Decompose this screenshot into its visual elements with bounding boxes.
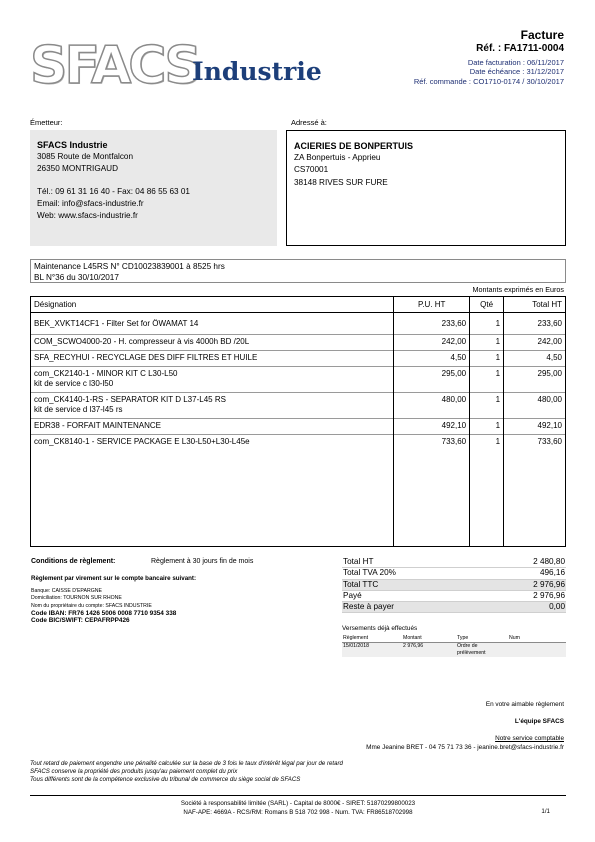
col-designation: Désignation: [31, 297, 394, 313]
payments-header-row: [342, 635, 566, 642]
bank-iban: Code IBAN: FR76 1426 5006 0008 7710 9354 338: [31, 609, 177, 617]
totals-table: [342, 557, 566, 613]
recipient-name: ACIERIES DE BONPERTUIS: [294, 141, 414, 151]
footer: [30, 799, 566, 817]
row-total: 733,60: [504, 435, 566, 547]
table-row: [31, 393, 566, 419]
row-unit-price: 295,00: [394, 367, 470, 393]
col-total: Total HT: [504, 297, 566, 313]
row-designation-title: com_CK2140-1 - MINOR KIT C L30-L50: [34, 369, 178, 378]
row-designation-detail: kit de service d l37-l45 rs: [34, 405, 123, 414]
totals-label: Reste à payer: [342, 602, 481, 613]
emitter-address1: 3085 Route de Montfalcon: [37, 152, 134, 162]
row-total: 295,00: [504, 367, 566, 393]
legal-notice: [30, 760, 343, 785]
note-line1: Maintenance L45RS N° CD10023839001 à 8525 hrs: [34, 262, 225, 271]
table-row: [31, 435, 566, 547]
totals-value: 0,00: [481, 602, 566, 613]
totals-value: 2 480,80: [481, 557, 566, 568]
footer-line1: Société à responsabilité limitée (SARL) - Capital de 8000€ - SIRET: 51870299800023: [180, 800, 416, 807]
emitter-phone: Tél.: 09 61 31 16 40 - Fax: 04 86 55 63 01: [37, 186, 190, 196]
bank-account-owner: Nom du propriétaire du compte: SFACS INDUSTRIE: [31, 602, 152, 609]
payment-date: 15/01/2018: [342, 642, 402, 657]
col-unit-price: P.U. HT: [394, 297, 470, 313]
row-designation: [31, 367, 394, 393]
logo-main-text: SFACS: [30, 36, 199, 96]
bank-name: Banque: CAISSE D'EPARGNE: [31, 588, 102, 594]
accounting-contact: Mme Jeanine BRET - 04 75 71 73 36 - jeanine.bret@sfacs-industrie.fr: [366, 744, 564, 751]
totals-row: [342, 579, 566, 590]
row-designation: BEK_XVKT14CF1 - Filter Set for ÖWAMAT 14: [31, 313, 394, 335]
emitter-label: Émetteur:: [30, 118, 63, 127]
row-unit-price: 4,50: [394, 351, 470, 367]
row-unit-price: 492,10: [394, 419, 470, 435]
col-quantity: Qté: [470, 297, 504, 313]
legal-line3: Tous différents sont de la compétence exclusive du tribunal de commerce du siège social de SFACS: [30, 776, 301, 784]
table-row: [31, 367, 566, 393]
row-designation: EDR38 - FORFAIT MAINTENANCE: [31, 419, 394, 435]
col-type: Type: [456, 635, 508, 642]
totals-value: 2 976,96: [481, 590, 566, 601]
row-quantity: 1: [470, 351, 504, 367]
emitter-name: SFACS Industrie: [37, 140, 108, 150]
totals-value: 2 976,96: [481, 579, 566, 590]
footer-line2: NAF-APE: 4669A - RCS/RM: Romans B 518 702 998 - Num. TVA: FR86518702998: [183, 809, 413, 816]
row-quantity: 1: [470, 335, 504, 351]
legal-line1: Tout retard de paiement engendre une pénalité calculée sur la base de 3 fois le taux d'intérêt légal par jour de retard: [30, 760, 343, 767]
recipient-line1: ZA Bonpertuis - Apprieu: [294, 153, 381, 163]
payment-terms-label: Conditions de règlement:: [31, 558, 116, 565]
row-total: 480,00: [504, 393, 566, 419]
row-quantity: 1: [470, 367, 504, 393]
col-reglement: Règlement: [342, 635, 402, 642]
row-unit-price: 480,00: [394, 393, 470, 419]
bank-bic: Code BIC/SWIFT: CEPAFRPP426: [31, 617, 130, 625]
totals-label: Total HT: [342, 557, 481, 568]
col-montant: Montant: [402, 635, 456, 642]
invoice-lines-table: [30, 296, 566, 547]
payments-made-table: [342, 635, 566, 657]
bank-transfer-heading: Règlement par virement sur le compte bancaire suivant:: [31, 575, 197, 582]
invoice-date: Date facturation : 06/11/2017: [467, 58, 564, 67]
payments-made-title: Versements déjà effectués: [342, 625, 418, 632]
row-unit-price: 233,60: [394, 313, 470, 335]
table-row: [31, 351, 566, 367]
col-num: Num: [508, 635, 566, 642]
table-row: [31, 313, 566, 335]
row-designation-title: com_CK4140-1-RS - SEPARATOR KIT D L37-L45 RS: [34, 395, 226, 404]
logo-sub-text: Industrie: [192, 57, 322, 86]
currency-note: Montants exprimés en Euros: [472, 285, 564, 294]
table-row: [31, 335, 566, 351]
row-unit-price: 733,60: [394, 435, 470, 547]
closing-team: L'équipe SFACS: [514, 718, 564, 725]
totals-row: [342, 590, 566, 601]
recipient-line3: 38148 RIVES SUR FURE: [294, 177, 388, 187]
emitter-email: Email: info@sfacs-industrie.fr: [37, 198, 144, 208]
row-quantity: 1: [470, 393, 504, 419]
table-header-row: [31, 297, 566, 313]
emitter-box: [30, 130, 277, 246]
row-designation: COM_SCWO4000-20 - H. compresseur à vis 4000h BD /20L: [31, 335, 394, 351]
row-total: 4,50: [504, 351, 566, 367]
bank-details: [31, 588, 176, 624]
row-unit-price: 242,00: [394, 335, 470, 351]
row-designation: com_CK8140-1 - SERVICE PACKAGE E L30-L50+L30-L45e: [31, 435, 394, 547]
order-reference: Réf. commande : CO1710-0174 / 30/10/2017: [413, 77, 564, 86]
company-logo: [30, 36, 322, 96]
totals-row: [342, 602, 566, 613]
payment-terms-value: Règlement à 30 jours fin de mois: [151, 558, 254, 565]
note-line2: BL N°36 du 30/10/2017: [34, 273, 119, 282]
row-quantity: 1: [470, 313, 504, 335]
totals-row: [342, 568, 566, 579]
note-box: [30, 259, 566, 283]
payment-num: [508, 642, 566, 657]
legal-line2: SFACS conserve la propriété des produits jusqu'au paiement complet du prix: [30, 768, 238, 776]
row-designation: [31, 393, 394, 419]
emitter-website: Web: www.sfacs-industrie.fr: [37, 211, 138, 221]
totals-label: Total TTC: [342, 579, 481, 590]
due-date: Date échéance : 31/12/2017: [469, 67, 564, 76]
row-designation: SFA_RECYHUI - RECYCLAGE DES DIFF FILTRES ET HUILE: [31, 351, 394, 367]
document-title: Facture: [520, 28, 564, 42]
recipient-label: Adressé à:: [291, 118, 327, 127]
payment-type: Ordre de prélèvement: [456, 642, 508, 657]
totals-value: 496,16: [481, 568, 566, 579]
row-total: 492,10: [504, 419, 566, 435]
accounting-service: Notre service comptable: [495, 735, 564, 742]
row-total: 233,60: [504, 313, 566, 335]
recipient-box: [286, 130, 566, 246]
totals-label: Total TVA 20%: [342, 568, 481, 579]
closing-greeting: En votre aimable règlement: [485, 701, 564, 708]
row-designation-detail: kit de service c l30-l50: [34, 379, 114, 388]
emitter-address2: 26350 MONTRIGAUD: [37, 164, 118, 174]
bank-domiciliation: Domiciliation: TOURNON SUR RHONE: [31, 595, 122, 602]
page-number: 1/1: [541, 808, 550, 815]
invoice-reference: Réf. : FA1711-0004: [476, 43, 564, 54]
row-quantity: 1: [470, 419, 504, 435]
totals-row: [342, 557, 566, 568]
footer-divider: [30, 795, 566, 796]
table-row: [31, 419, 566, 435]
payment-row: [342, 642, 566, 657]
row-quantity: 1: [470, 435, 504, 547]
totals-label: Payé: [342, 590, 481, 601]
row-total: 242,00: [504, 335, 566, 351]
payment-amount: 2 976,96: [402, 642, 456, 657]
recipient-line2: CS70001: [294, 165, 329, 175]
